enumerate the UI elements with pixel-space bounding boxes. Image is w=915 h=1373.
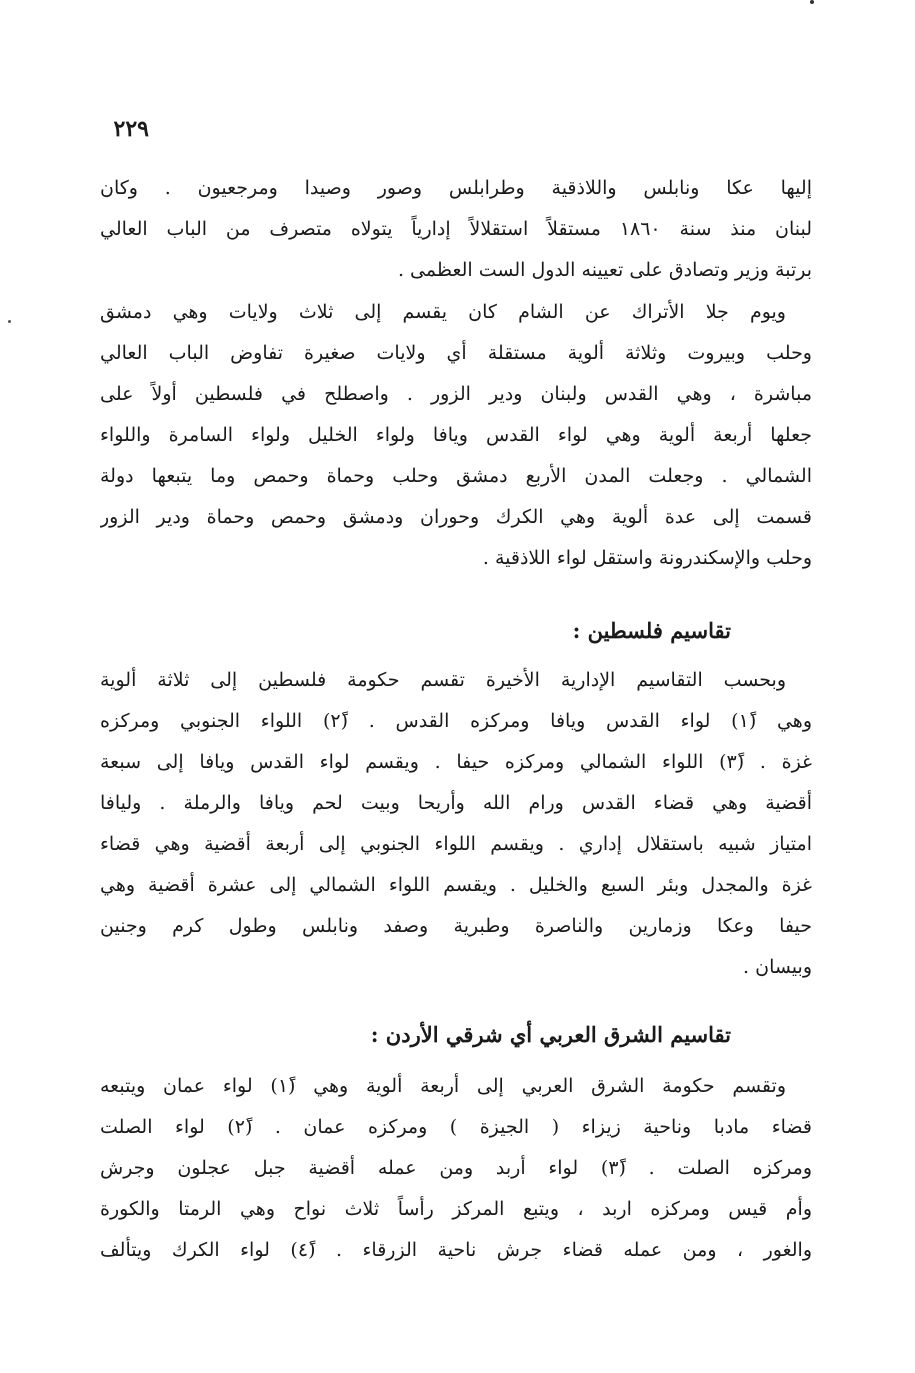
text-line: قسمت إلى عدة ألوية وهي الكرك وحوران ودمشق وحمص وحماة ودير الزور xyxy=(100,506,812,528)
text-line: إليها عكا ونابلس واللاذقية وطرابلس وصور وصيدا ومرجعيون . وكان xyxy=(100,177,812,199)
text-line: قضاء مادبا وناحية زيزاء ( الجيزة ) ومركزه عمان . (٢ً) لواء الصلت xyxy=(100,1116,812,1138)
text-line: وهي (١ً) لواء القدس ويافا ومركزه القدس . (٢ً) اللواء الجنوبي ومركزه xyxy=(100,710,812,732)
page-number: ٢٢٩ xyxy=(113,116,149,142)
text-line: الشمالي . وجعلت المدن الأربع دمشق وحلب وحماة وحمص وما يتبعها دولة xyxy=(100,465,812,487)
text-line: أقضية وهي قضاء القدس ورام الله وأريحا وبيت لحم ويافا والرملة . وليافا xyxy=(100,792,812,814)
scan-speck xyxy=(810,0,814,4)
text-line: مباشرة ، وهي القدس ولبنان ودير الزور . واصطلح في فلسطين أولاً على xyxy=(100,383,812,405)
text-line: حيفا وعكا وزمارين والناصرة وطبرية وصفد ونابلس وطول كرم وجنين xyxy=(100,915,812,937)
section-heading: تقاسيم فلسطين : xyxy=(572,618,731,643)
text-line: غزة والمجدل وبئر السبع والخليل . ويقسم اللواء الشمالي إلى عشرة أقضية وهي xyxy=(100,874,812,896)
text-line: غزة . (٣ً) اللواء الشمالي ومركزه حيفا . ويقسم لواء القدس ويافا إلى سبعة xyxy=(100,751,812,773)
paragraph-4 xyxy=(100,1066,812,1271)
paragraph-1 xyxy=(100,168,812,291)
text-line: جعلها أربعة ألوية وهي لواء القدس ويافا ولواء الخليل ولواء السامرة واللواء xyxy=(100,424,812,446)
paragraph-3 xyxy=(100,660,812,988)
section-heading: تقاسيم الشرق العربي أي شرقي الأردن : xyxy=(370,1022,731,1047)
text-line: وبحسب التقاسيم الإدارية الأخيرة تقسم حكومة فلسطين إلى ثلاثة ألوية xyxy=(100,669,786,691)
text-line: وحلب وبيروت وثلاثة ألوية مستقلة أي ولايات صغيرة تفاوض الباب العالي xyxy=(100,342,812,364)
text-line: ويوم جلا الأتراك عن الشام كان يقسم إلى ثلاث ولايات وهي دمشق xyxy=(100,301,786,323)
text-line: وأم قيس ومركزه اربد ، ويتبع المركز رأساً ثلاث نواح وهي الرمتا والكورة xyxy=(100,1198,812,1220)
text-line: وتقسم حكومة الشرق العربي إلى أربعة ألوية وهي (١ً) لواء عمان ويتبعه xyxy=(100,1075,786,1097)
text-line: ومركزه الصلت . (٣ً) لواء أربد ومن عمله أقضية جبل عجلون وجرش xyxy=(100,1157,812,1179)
paragraph-2 xyxy=(100,292,812,579)
text-line: وبيسان . xyxy=(743,956,812,978)
text-line: لبنان منذ سنة ١٨٦٠ مستقلاً استقلالاً إدارياً يتولاه متصرف من الباب العالي xyxy=(100,218,812,240)
scan-speck xyxy=(8,320,11,323)
text-line: امتياز شبيه باستقلال إداري . ويقسم اللواء الجنوبي إلى أربعة أقضية وهي قضاء xyxy=(100,833,812,855)
text-line: والغور ، ومن عمله قضاء جرش ناحية الزرقاء . (٤ً) لواء الكرك ويتألف xyxy=(100,1239,812,1261)
text-line: وحلب والإسكندرونة واستقل لواء اللاذقية . xyxy=(482,547,812,569)
text-line: برتبة وزير وتصادق على تعيينه الدول الست العظمى . xyxy=(397,259,812,281)
